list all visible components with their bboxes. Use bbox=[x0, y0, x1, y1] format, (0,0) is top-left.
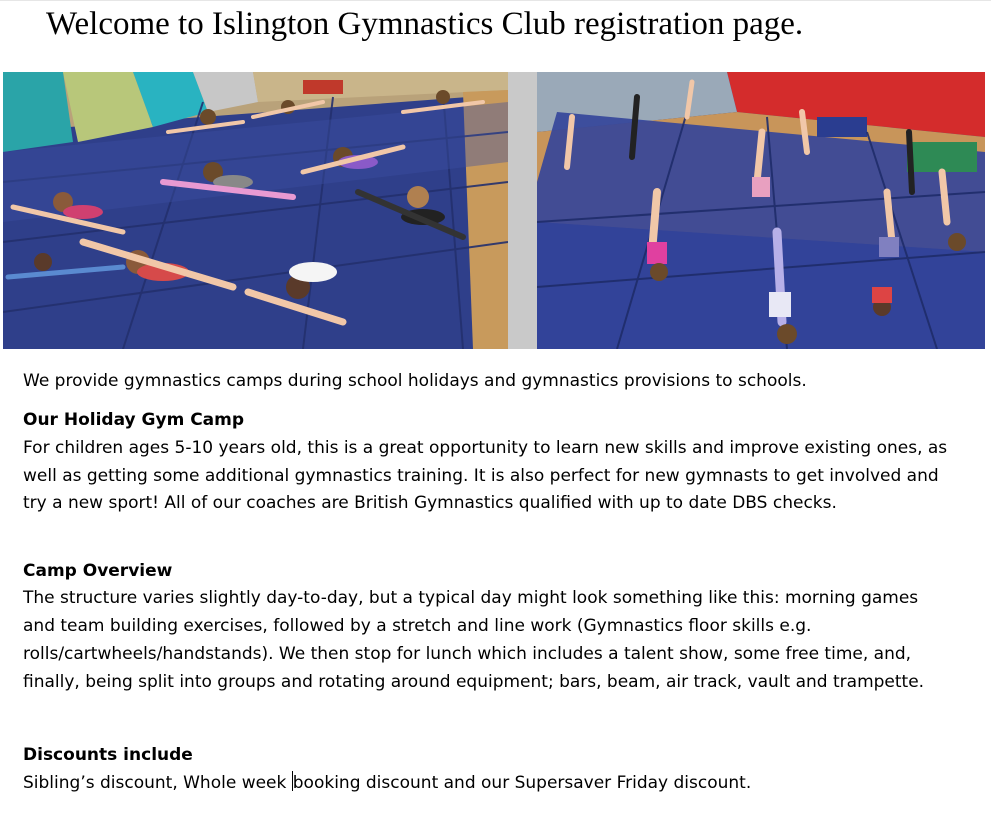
camp-overview-line-2: and team building exercises, followed by a stretch and line work (Gymnastics floor skills e.g. bbox=[23, 616, 812, 636]
holiday-camp-line-1: For children ages 5-10 years old, this is a great opportunity to learn new skills and improve existing ones, as bbox=[23, 438, 948, 458]
photo-divider bbox=[508, 72, 537, 349]
discounts-heading: Discounts include bbox=[23, 745, 193, 765]
intro-paragraph: We provide gymnastics camps during school holidays and gymnastics provisions to schools. bbox=[23, 371, 807, 391]
discounts-line[interactable] bbox=[23, 770, 973, 797]
gymnasts-stretching-photo-icon bbox=[3, 72, 508, 349]
page-title: Welcome to Islington Gymnastics Club registration page. bbox=[46, 6, 804, 42]
holiday-camp-line-3: try a new sport! All of our coaches are British Gymnastics qualified with up to date DBS checks. bbox=[23, 493, 837, 513]
camp-overview-line-1: The structure varies slightly day-to-day, but a typical day might look something like this: morning games bbox=[23, 588, 919, 608]
holiday-camp-line-2: well as getting some additional gymnastics training. It is also perfect for new gymnasts to get involved and bbox=[23, 466, 939, 486]
gymnasts-handstands-photo bbox=[537, 72, 985, 349]
holiday-camp-heading: Our Holiday Gym Camp bbox=[23, 410, 245, 430]
gymnasts-handstands-photo-icon bbox=[537, 72, 985, 349]
discounts-text-before-caret: Sibling’s discount, Whole week bbox=[23, 773, 292, 793]
camp-overview-line-3: rolls/cartwheels/handstands). We then stop for lunch which includes a talent show, some free time, and, bbox=[23, 644, 912, 664]
page-top-border bbox=[0, 0, 991, 1]
camp-overview-heading: Camp Overview bbox=[23, 561, 173, 581]
gymnasts-stretching-photo bbox=[3, 72, 508, 349]
camp-overview-line-4: finally, being split into groups and rotating around equipment; bars, beam, air track, vault and trampette. bbox=[23, 672, 925, 692]
discounts-text-after-caret: booking discount and our Supersaver Friday discount. bbox=[292, 773, 752, 793]
